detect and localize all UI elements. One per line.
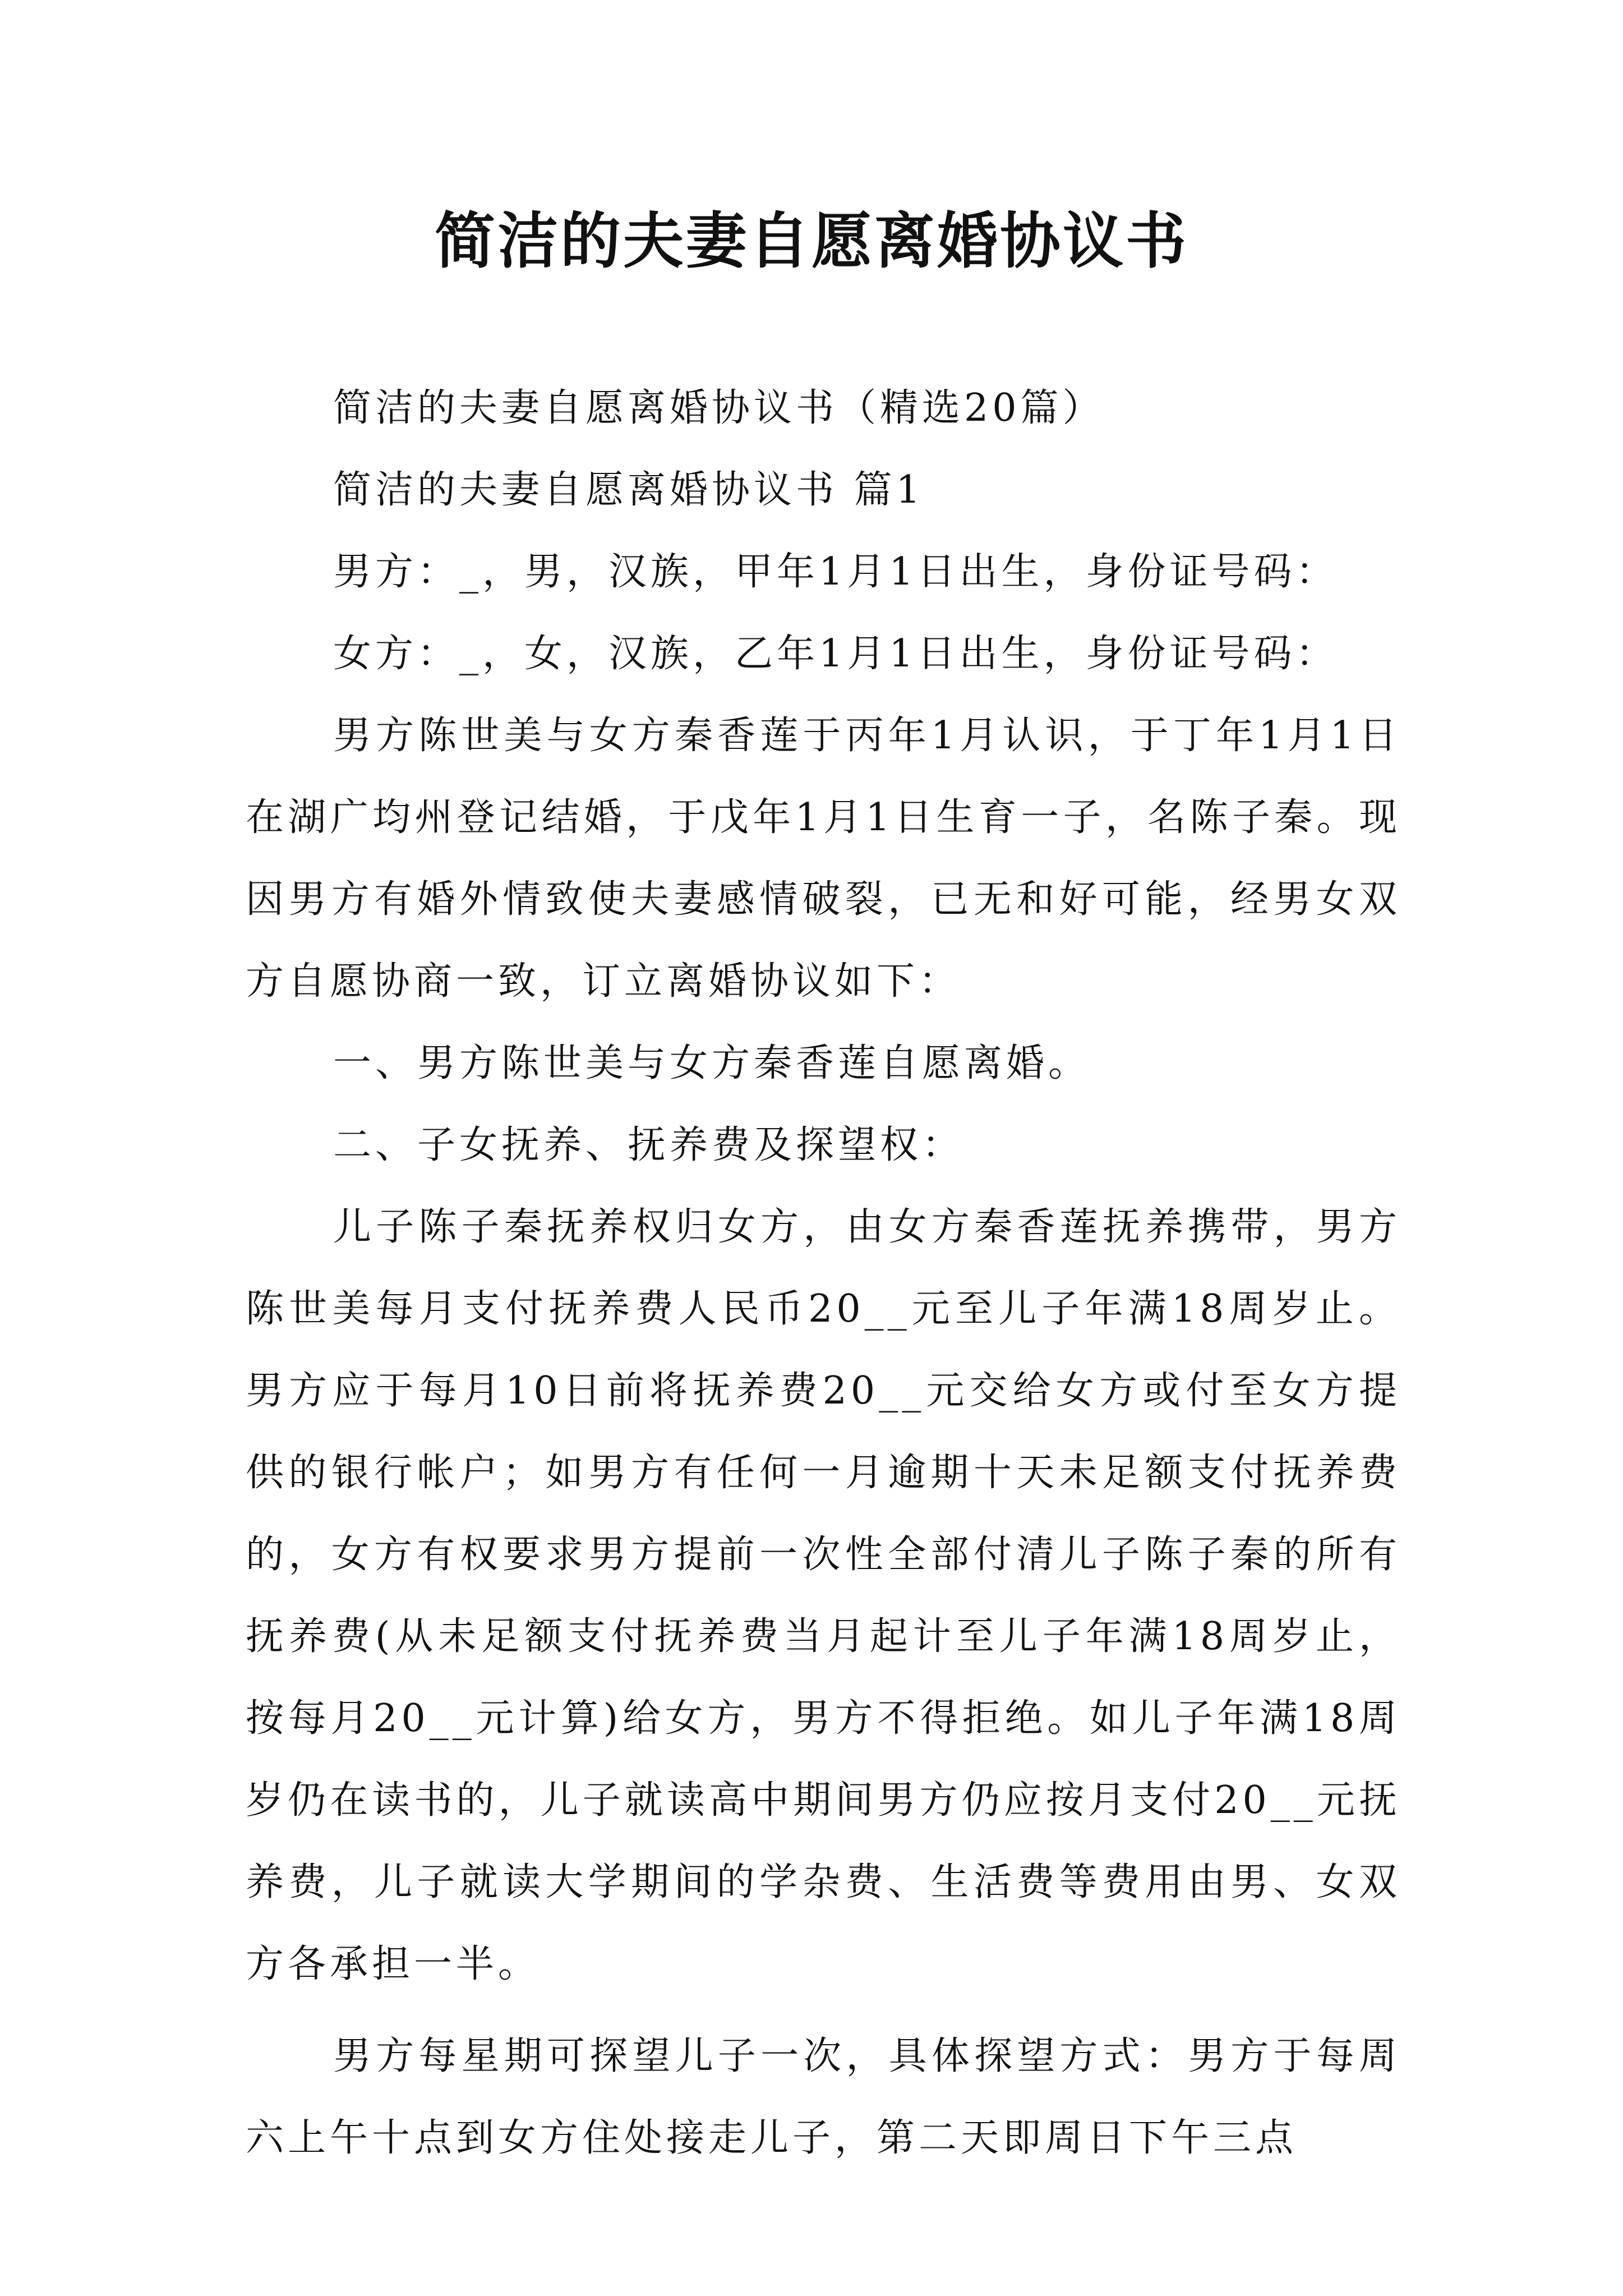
paragraph-visitation: 男方每星期可探望儿子一次，具体探望方式：男方于每周六上午十点到女方住处接走儿子，第二天即周日下午三点: [246, 2034, 1401, 2160]
paragraph-clause-one: 一、男方陈世美与女方秦香莲自愿离婚。: [333, 1041, 1091, 1085]
paragraph-child-support: 儿子陈子秦抚养权归女方，由女方秦香莲抚养携带，男方陈世美每月支付抚养费人民币20__元至儿子年满18周岁止。男方应于每月10日前将抚养费20__元交给女方或付至女方提供的银行帐户；如男方有任何一月逾期十天未足额支付抚养费的，女方有权要求男方提前一次性全部付清儿子陈子秦的所有抚养费(从未足额支付抚养费当月起计至儿子年满18周岁止，按每月20__元计算)给女方，男方不得拒绝。如儿子年满18周岁仍在读书的，儿子就读高中期间男方仍应按月支付20__元抚养费，儿子就读大学期间的学杂费、生活费等费用由男、女双方各承担一半。: [246, 1205, 1401, 1986]
paragraph-background: 男方陈世美与女方秦香莲于丙年1月认识，于丁年1月1日在湖广均州登记结婚，于戊年1月1日生育一子，名陈子秦。现因男方有婚外情致使夫妻感情破裂，已无和好可能，经男女双方自愿协商一致，订立离婚协议如下：: [246, 714, 1401, 1004]
document-body: [246, 367, 1401, 2179]
document-title: 简洁的夫妻自愿离婚协议书: [434, 206, 1188, 277]
paragraph-section-heading: 简洁的夫妻自愿离婚协议书 篇1: [333, 468, 924, 512]
paragraph-male-party: 男方：_，男，汉族，甲年1月1日出生，身份证号码：: [333, 550, 1338, 594]
paragraph-subtitle: 简洁的夫妻自愿离婚协议书（精选20篇）: [333, 386, 1105, 430]
paragraph-female-party: 女方：_，女，汉族，乙年1月1日出生，身份证号码：: [333, 632, 1338, 676]
paragraph-clause-two: 二、子女抚养、抚养费及探望权：: [333, 1123, 965, 1167]
